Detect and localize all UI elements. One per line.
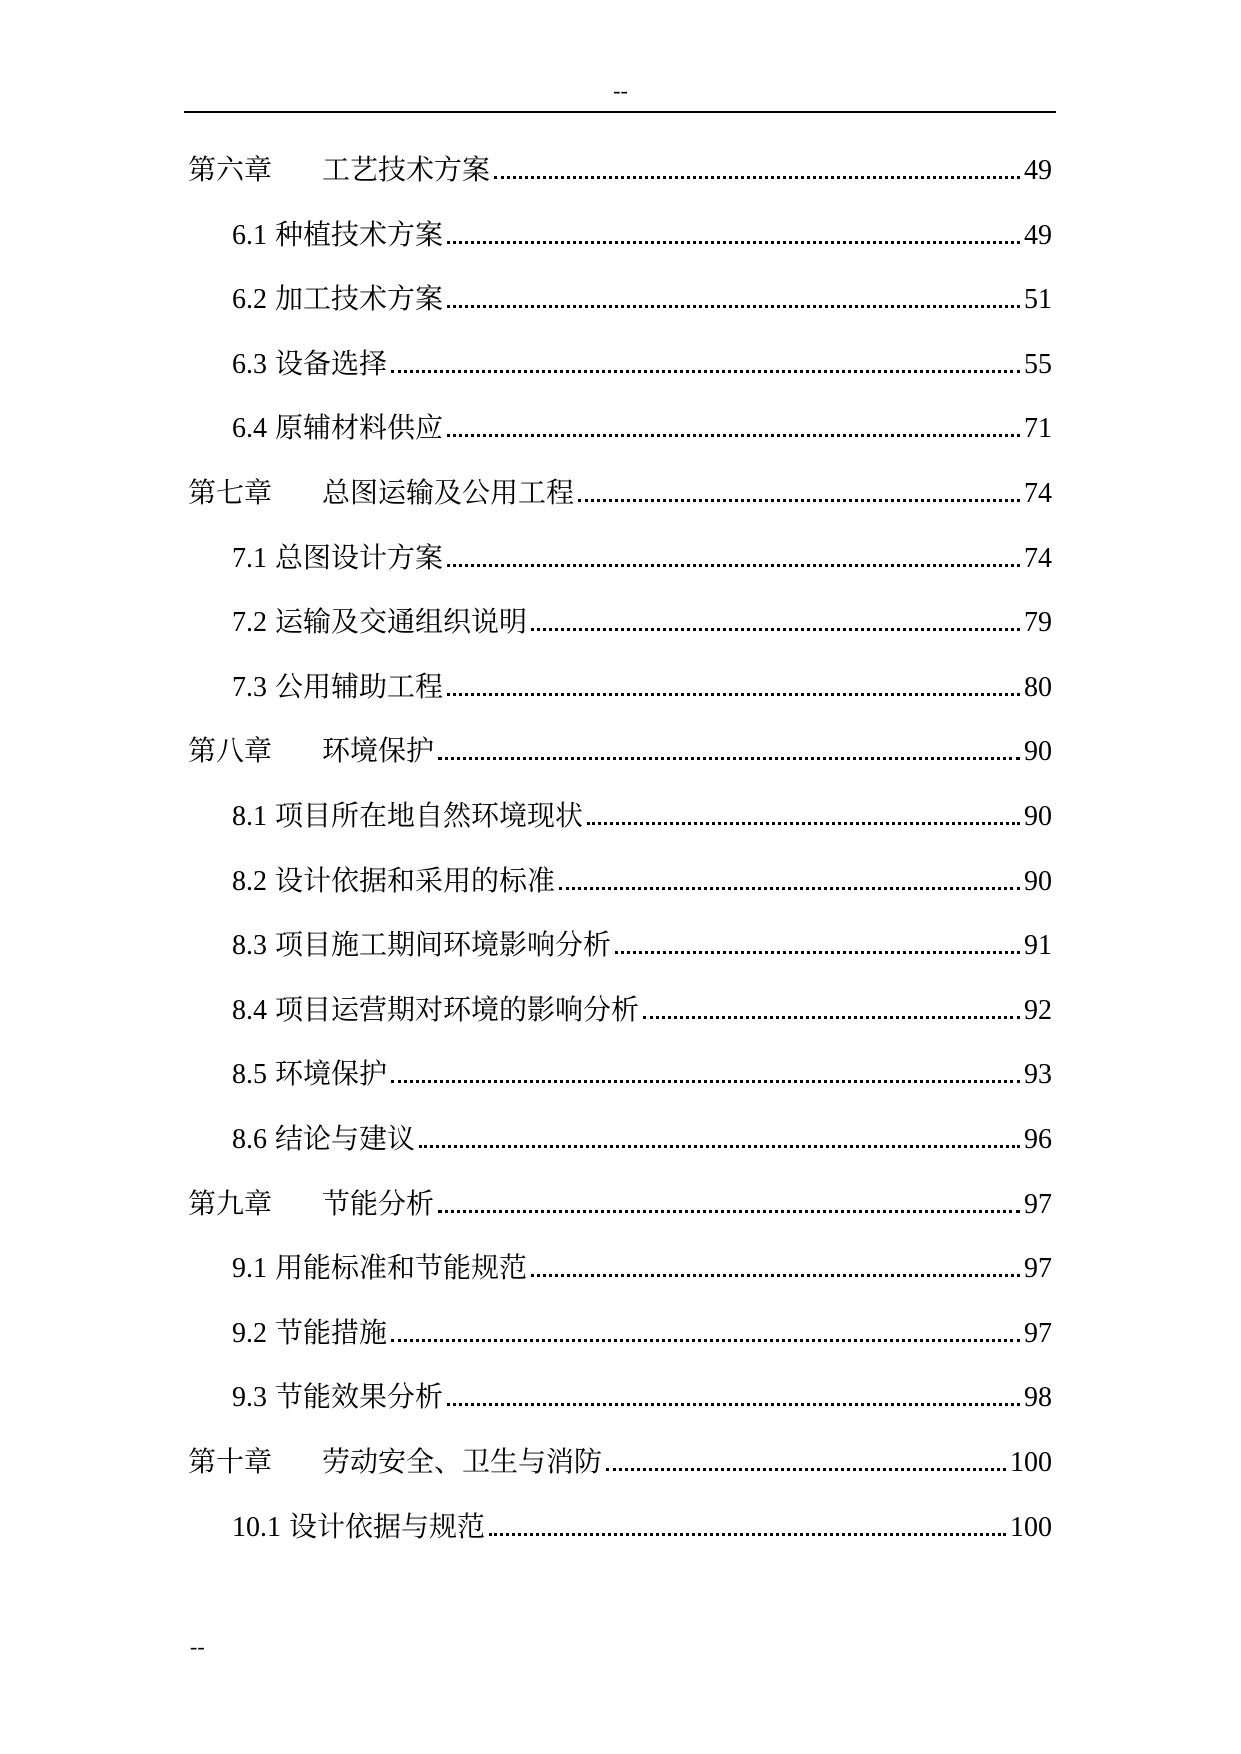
toc-dot-leader [531,1274,1020,1277]
toc-dot-leader [494,176,1020,179]
toc-dot-leader [531,628,1020,631]
toc-page-number: 80 [1024,672,1052,703]
toc-entry-title: 运输及交通组织说明 [275,605,528,638]
toc-section-entry[interactable] [232,1119,1052,1159]
toc-entry-number: 10.1 [232,1512,281,1543]
toc-dot-leader [391,1080,1020,1083]
toc-section-entry[interactable] [232,408,1052,448]
toc-section-entry[interactable] [232,990,1052,1030]
toc-page-number: 55 [1024,349,1052,380]
toc-section-entry[interactable] [232,215,1052,255]
toc-page-number: 74 [1024,543,1052,574]
toc-dot-leader [447,564,1020,567]
toc-page-number: 97 [1024,1189,1052,1220]
toc-entry-title: 结论与建议 [275,1122,416,1155]
toc-page-number: 91 [1024,930,1052,961]
header-rule [184,111,1056,113]
toc-dot-leader [489,1533,1006,1536]
toc-dot-leader [447,693,1020,696]
toc-entry-number: 7.3 [232,672,267,703]
toc-entry-number: 8.6 [232,1124,267,1155]
toc-entry-number: 8.3 [232,930,267,961]
toc-page-number: 97 [1024,1318,1052,1349]
toc-entry-number: 7.2 [232,607,267,638]
toc-page-number: 98 [1024,1382,1052,1413]
toc-dot-leader [447,434,1020,437]
toc-entry-number: 第十章 [188,1445,273,1478]
toc-entry-title: 节能措施 [275,1316,388,1349]
toc-entry-title: 总图运输及公用工程 [322,476,575,509]
toc-section-entry[interactable] [232,796,1052,836]
toc-entry-number: 7.1 [232,543,267,574]
page-header-mark: -- [613,78,628,103]
toc-page-number: 90 [1024,801,1052,832]
toc-page-number: 93 [1024,1059,1052,1090]
page-footer-mark: -- [190,1634,205,1659]
toc-page-number: 97 [1024,1253,1052,1284]
toc-page-number: 90 [1024,866,1052,897]
toc-page-number: 51 [1024,284,1052,315]
toc-section-entry[interactable] [232,1507,1052,1547]
toc-dot-leader [447,305,1020,308]
toc-entry-title: 设备选择 [275,347,388,380]
toc-section-entry[interactable] [232,344,1052,384]
toc-entry-title: 项目所在地自然环境现状 [275,799,584,832]
toc-section-entry[interactable] [232,861,1052,901]
toc-section-entry[interactable] [232,667,1052,707]
toc-section-entry[interactable] [232,279,1052,319]
toc-entry-title: 原辅材料供应 [275,411,444,444]
toc-entry-title: 项目运营期对环境的影响分析 [275,993,640,1026]
toc-entry-number: 第八章 [188,734,273,767]
toc-entry-title: 节能效果分析 [275,1380,444,1413]
toc-entry-title: 项目施工期间环境影响分析 [275,928,612,961]
toc-entry-title: 设计依据与规范 [289,1510,486,1543]
toc-entry-title: 用能标准和节能规范 [275,1251,528,1284]
toc-entry-number: 第九章 [188,1187,273,1220]
toc-section-entry[interactable] [232,1248,1052,1288]
toc-dot-leader [438,1210,1020,1213]
toc-entry-title: 总图设计方案 [275,541,444,574]
toc-dot-leader [615,951,1020,954]
toc-entry-number: 第六章 [188,153,273,186]
toc-dot-leader [447,241,1020,244]
toc-section-entry[interactable] [232,1313,1052,1353]
toc-dot-leader [438,757,1020,760]
toc-entry-title: 节能分析 [322,1187,435,1220]
toc-dot-leader [606,1468,1006,1471]
toc-entry-number: 8.1 [232,801,267,832]
toc-dot-leader [643,1016,1020,1019]
toc-entry-number: 9.2 [232,1318,267,1349]
toc-chapter-entry[interactable] [188,1442,1052,1482]
toc-entry-number: 8.4 [232,995,267,1026]
toc-entry-title: 种植技术方案 [275,218,444,251]
toc-page-number: 71 [1024,413,1052,444]
toc-entry-number: 6.1 [232,220,267,251]
toc-dot-leader [587,822,1020,825]
toc-entry-title: 劳动安全、卫生与消防 [322,1445,603,1478]
toc-section-entry[interactable] [232,538,1052,578]
toc-section-entry[interactable] [232,1054,1052,1094]
toc-section-entry[interactable] [232,925,1052,965]
toc-entry-number: 6.4 [232,413,267,444]
toc-dot-leader [559,887,1020,890]
toc-page-number: 74 [1024,478,1052,509]
toc-page-number: 100 [1010,1447,1052,1478]
toc-chapter-entry[interactable] [188,731,1052,771]
toc-entry-title: 公用辅助工程 [275,670,444,703]
toc-entry-number: 8.5 [232,1059,267,1090]
toc-entry-title: 环境保护 [275,1057,388,1090]
toc-entry-title: 加工技术方案 [275,282,444,315]
toc-entry-number: 9.1 [232,1253,267,1284]
toc-entry-number: 8.2 [232,866,267,897]
toc-dot-leader [391,370,1020,373]
toc-entry-number: 9.3 [232,1382,267,1413]
toc-dot-leader [391,1339,1020,1342]
toc-entry-number: 6.3 [232,349,267,380]
toc-page-number: 49 [1024,220,1052,251]
toc-chapter-entry[interactable] [188,1184,1052,1224]
toc-chapter-entry[interactable] [188,473,1052,513]
toc-entry-number: 第七章 [188,476,273,509]
toc-entry-title: 工艺技术方案 [322,153,491,186]
toc-page-number: 90 [1024,736,1052,767]
toc-entry-number: 6.2 [232,284,267,315]
toc-dot-leader [447,1403,1020,1406]
toc-page-number: 100 [1010,1512,1052,1543]
toc-section-entry[interactable] [232,602,1052,642]
toc-section-entry[interactable] [232,1377,1052,1417]
toc-chapter-entry[interactable] [188,150,1052,190]
toc-page-number: 92 [1024,995,1052,1026]
toc-entry-title: 设计依据和采用的标准 [275,864,556,897]
toc-dot-leader [419,1145,1020,1148]
toc-page-number: 96 [1024,1124,1052,1155]
toc-page-number: 79 [1024,607,1052,638]
toc-page-number: 49 [1024,155,1052,186]
toc-dot-leader [578,499,1020,502]
toc-entry-title: 环境保护 [322,734,435,767]
